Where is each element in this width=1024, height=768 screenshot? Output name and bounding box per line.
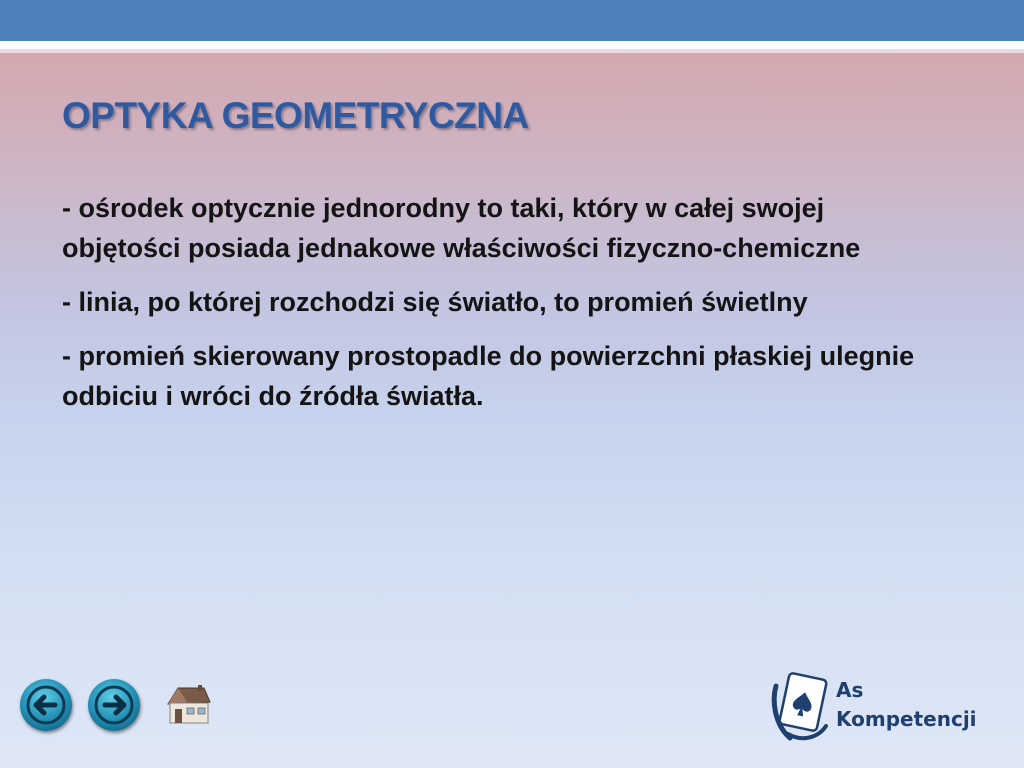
arrow-left-icon [20, 679, 72, 731]
logo-text [836, 676, 977, 734]
next-slide-button[interactable] [88, 679, 140, 731]
logo-line-2: Kompetencji [836, 707, 977, 731]
arrow-right-icon [88, 679, 140, 731]
paragraph-2: - linia, po której rozchodzi się światło, to promień świetlny [62, 287, 808, 317]
top-bar-gap [0, 41, 1024, 49]
as-kompetencji-logo [768, 672, 998, 744]
top-bar [0, 0, 1024, 41]
previous-slide-button[interactable] [20, 679, 72, 731]
house-icon [160, 682, 214, 726]
slide-body [62, 188, 942, 430]
home-button[interactable] [160, 682, 214, 726]
paragraph-1: - ośrodek optycznie jednorodny to taki, który w całej swojej objętości posiada jednakowe właściwości fizyczno-chemiczne [62, 193, 861, 263]
logo-line-1: As [836, 678, 864, 702]
slide-title: OPTYKA GEOMETRYCZNA [62, 95, 529, 136]
spade-card-icon [768, 672, 832, 744]
paragraph-3: - promień skierowany prostopadle do powierzchni płaskiej ulegnie odbiciu i wróci do źródła światła. [62, 341, 915, 411]
top-bar-line [0, 49, 1024, 53]
